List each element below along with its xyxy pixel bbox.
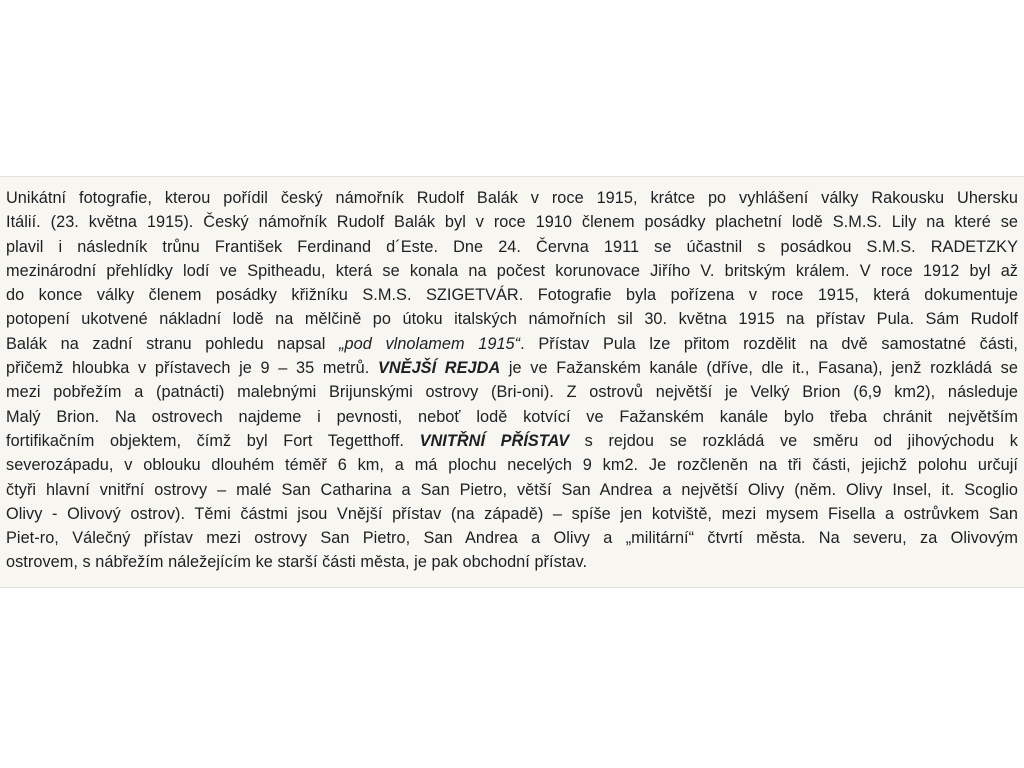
text-run: severozápadu, v oblouku dlouhém téměř 6 km, a má plochu necelých 9 km2. Je rozčleněn na tři části, jejichž polohu určují <box>6 456 1018 475</box>
italic-quote: „pod vlnolamem 1915“ <box>339 334 521 353</box>
text-run: je ve Fažanském kanále (dříve, dle it., Fasana), jenž rozkládá se <box>500 359 1018 378</box>
text-line <box>6 283 1018 307</box>
text-line <box>6 550 1018 574</box>
text-line <box>6 380 1018 404</box>
text-line <box>6 307 1018 331</box>
text-run: Balák na zadní stranu pohledu napsal <box>6 334 340 353</box>
text-line <box>6 405 1018 429</box>
text-run: mezinárodní přehlídky lodí ve Spitheadu, která se konala na počest korunovace Jiřího V. britským králem. V roce 1912 byl až <box>6 261 1018 280</box>
text-run: fortifikačním objektem, čímž byl Fort Tegetthoff. <box>6 431 420 450</box>
text-line <box>6 526 1018 550</box>
text-line <box>6 186 1018 210</box>
text-run: do konce války členem posádky křižníku S.M.S. SZIGETVÁR. Fotografie byla pořízena v roce 1915, která dokumentuje <box>6 286 1018 305</box>
text-run: mezi pobřežím a (patnácti) malebnými Brijunskými ostrovy (Bri-oni). Z ostrovů největší je Velký Brion (6,9 km2), následuje <box>6 383 1018 402</box>
document-text-block <box>6 186 1018 575</box>
text-run: Itálií. (23. května 1915). Český námořník Rudolf Balák byl v roce 1910 členem posádky plachetní lodě S.M.S. Lily na které se <box>6 213 1018 232</box>
text-line <box>6 332 1018 356</box>
text-line <box>6 478 1018 502</box>
text-run: Unikátní fotografie, kterou pořídil český námořník Rudolf Balák v roce 1915, krátce po vyhlášení války Rakousku Uhersku <box>6 189 1018 207</box>
text-run: plavil i následník trůnu František Ferdinand d´Este. Dne 24. Června 1911 se účastnil s posádkou S.M.S. RADETZKY <box>6 237 1018 256</box>
bold-heading: VNITŘNÍ PŘÍSTAV <box>419 431 570 450</box>
text-run: . Přístav Pula lze přitom rozdělit na dvě samostatné části, <box>520 334 1018 353</box>
text-line <box>6 235 1018 259</box>
text-line <box>6 356 1018 380</box>
text-line <box>6 429 1018 453</box>
bold-heading: VNĚJŠÍ REJDA <box>377 359 501 378</box>
text-run: potopení ukotvené nákladní lodě na mělčině po útoku italských námořních sil 30. května 1915 na přístav Pula. Sám Rudolf <box>6 310 1018 329</box>
text-run: Malý Brion. Na ostrovech najdeme i pevnosti, neboť lodě kotvící ve Fažanském kanále bylo třeba chránit největším <box>6 407 1018 426</box>
text-run: s rejdou se rozkládá ve směru od jihovýchodu k <box>569 431 1018 450</box>
text-run: Piet-ro, Válečný přístav mezi ostrovy San Pietro, San Andrea a Olivy a „militární“ čtvrtí města. Na severu, za Olivovým <box>6 529 1018 548</box>
text-line <box>6 259 1018 283</box>
text-run: Olivy - Olivový ostrov). Těmi částmi jsou Vnější přístav (na západě) – spíše jen kotviště, mezi mysem Fisella a ostrůvkem San <box>6 504 1018 523</box>
text-line <box>6 502 1018 526</box>
text-run: ostrovem, s nábřežím náležejícím ke starší části města, je pak obchodní přístav. <box>6 553 588 572</box>
text-line <box>6 210 1018 234</box>
text-line <box>6 453 1018 477</box>
text-run: přičemž hloubka v přístavech je 9 – 35 metrů. <box>6 359 378 378</box>
text-run: čtyři hlavní vnitřní ostrovy – malé San Catharina a San Pietro, větší San Andrea a největší Olivy (něm. Olivy Insel, it. Scoglio <box>6 480 1018 499</box>
